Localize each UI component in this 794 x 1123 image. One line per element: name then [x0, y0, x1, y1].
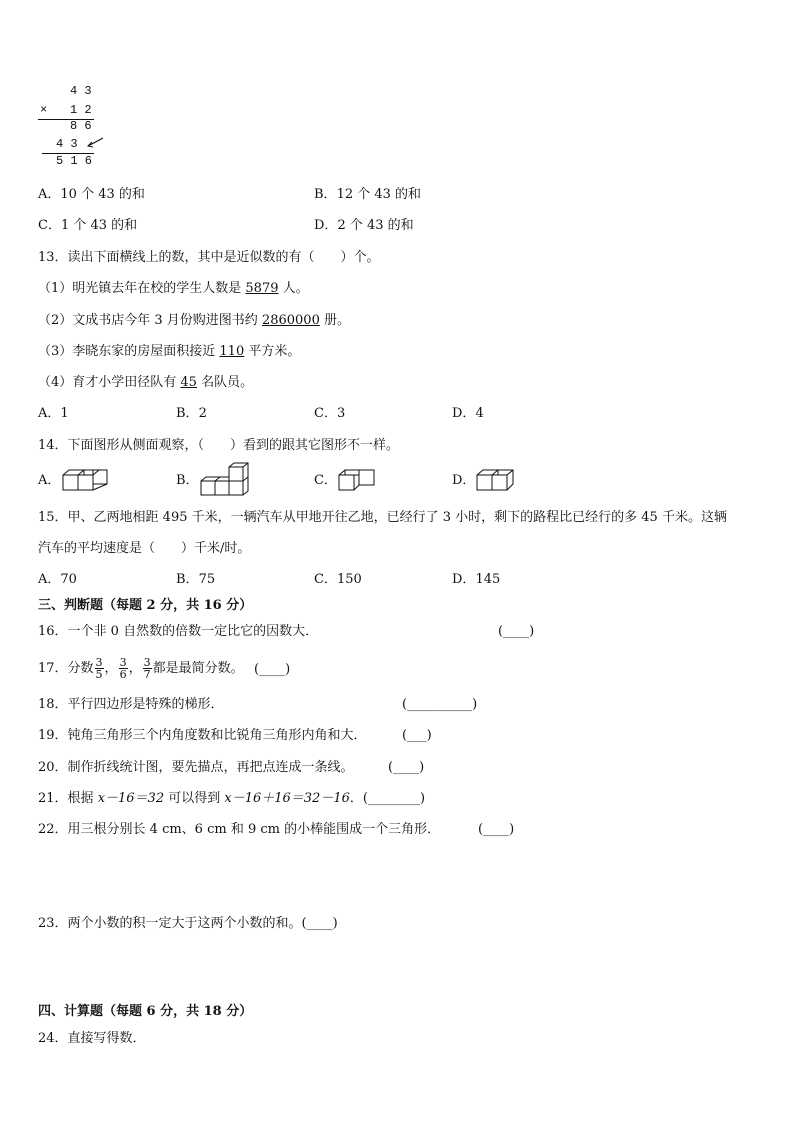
times-sign: × [40, 103, 48, 117]
q12-option-c [38, 218, 137, 234]
fraction-3-7: $\frac{3}{7}$ [143, 656, 151, 681]
q13-item-3: （3）李晓东家的房屋面积接近 110 平方米。 [38, 344, 301, 359]
q23-answer-blank[interactable]: (____) [301, 916, 338, 931]
q15-option-a: A．70 [38, 572, 77, 587]
q21: 21．根据 x－16＝32 可以得到 x－16＋16＝32－16．(________) [38, 791, 426, 806]
option-label: B． [314, 187, 337, 202]
fraction-3-6: $\frac{3}{6}$ [119, 656, 127, 681]
equation-2: x－16＋16＝32－16 [224, 791, 350, 806]
q13-stem: 13．读出下面横线上的数，其中是近似数的有（ ）个。 [38, 250, 380, 265]
q17: 17．分数 $\frac{3}{5}$ ， $\frac{3}{6}$ ， $\frac{3}{7}$ 都是最简分数。 [38, 656, 244, 681]
underlined-number: 2860000 [261, 313, 320, 328]
option-label: D． [314, 218, 338, 233]
q23: 23．两个小数的积一定大于这两个小数的和。(____) [38, 916, 338, 931]
cube-figure-c [337, 466, 381, 494]
q12-option-a [38, 187, 145, 203]
underlined-number: 5879 [245, 281, 279, 296]
q12-option-d [314, 218, 414, 234]
q18-text: 18．平行四边形是特殊的梯形． [38, 697, 224, 712]
q19-answer-blank[interactable]: (___) [402, 728, 432, 743]
mult-row1: 4 3 [70, 84, 92, 98]
section-4-heading: 四、计算题（每题 6 分，共 18 分） [38, 1004, 253, 1019]
q13-option-d: D．4 [452, 406, 484, 421]
q13-option-b: B．2 [176, 406, 207, 421]
option-text: 10 个 43 的和 [60, 187, 145, 202]
q13-item-4: （4）育才小学田径队有 45 名队员。 [38, 375, 254, 390]
q15-option-b: B．75 [176, 572, 216, 587]
q14-option-d-label: D． [452, 473, 476, 488]
q21-answer-blank[interactable]: (________) [362, 791, 426, 806]
q17-answer-blank[interactable]: (____) [254, 662, 291, 677]
option-text: 1 个 43 的和 [60, 218, 138, 233]
option-label: A． [38, 187, 61, 202]
q20-answer-blank[interactable]: (____) [388, 760, 425, 775]
q14-option-a-label: A． [38, 473, 61, 488]
fraction-3-5: $\frac{3}{5}$ [95, 656, 103, 681]
q18-answer-blank[interactable]: (__________) [402, 697, 478, 712]
option-text: 12 个 43 的和 [336, 187, 422, 202]
equation-1: x－16＝32 [97, 791, 165, 806]
q20-text: 20．制作折线统计图，要先描点，再把点连成一条线。 [38, 760, 354, 775]
q17-pre: 17．分数 [38, 661, 94, 676]
q17-post: 都是最简分数。 [152, 661, 244, 676]
q19-text: 19．钝角三角形三个内角度数和比锐角三角形内角和大． [38, 728, 367, 743]
option-text: 2 个 43 的和 [337, 218, 414, 233]
mult-row3: 8 6 [70, 119, 92, 133]
underlined-number: 45 [180, 375, 197, 390]
q15-line2: 汽车的平均速度是（ ）千米/时。 [38, 541, 251, 556]
q13-item-1: （1）明光镇去年在校的学生人数是 5879 人。 [38, 281, 309, 296]
cube-figure-d [475, 466, 521, 494]
q16-answer-blank[interactable]: (____) [498, 624, 535, 639]
q22-answer-blank[interactable]: (____) [478, 822, 515, 837]
mult-row4: 4 3 [56, 137, 78, 151]
q16-text: 16．一个非 0 自然数的倍数一定比它的因数大． [38, 624, 319, 639]
arrow-icon [85, 136, 105, 150]
cube-figure-b [199, 463, 249, 497]
vertical-multiplication [38, 84, 98, 170]
option-label: C． [38, 218, 61, 233]
q13-item-2: （2）文成书店今年 3 月份购进图书约 2860000 册。 [38, 313, 350, 328]
q15-option-c: C．150 [314, 572, 362, 587]
mult-row5: 5 1 6 [56, 154, 93, 168]
q14-stem: 14．下面图形从侧面观察，（ ）看到的跟其它图形不一样。 [38, 438, 400, 453]
q15-line1: 15．甲、乙两地相距 495 千米，一辆汽车从甲地开往乙地，已经行了 3 小时，剩下的路程比已经行的多 45 千米。这辆 [38, 510, 727, 525]
mult-row2: 1 2 [70, 103, 92, 117]
q14-option-c-label: C． [314, 473, 337, 488]
q12-option-b [314, 187, 421, 203]
cube-figure-a [61, 466, 111, 494]
q13-option-c: C．3 [314, 406, 346, 421]
q24-text: 24．直接写得数． [38, 1031, 146, 1046]
underlined-number: 110 [219, 344, 245, 359]
section-3-heading: 三、判断题（每题 2 分，共 16 分） [38, 598, 253, 613]
q15-option-d: D．145 [452, 572, 501, 587]
q14-option-b-label: B． [176, 473, 199, 488]
q13-option-a: A．1 [38, 406, 69, 421]
q22-text: 22．用三根分别长 4 cm、6 cm 和 9 cm 的小棒能围成一个三角形． [38, 822, 441, 837]
